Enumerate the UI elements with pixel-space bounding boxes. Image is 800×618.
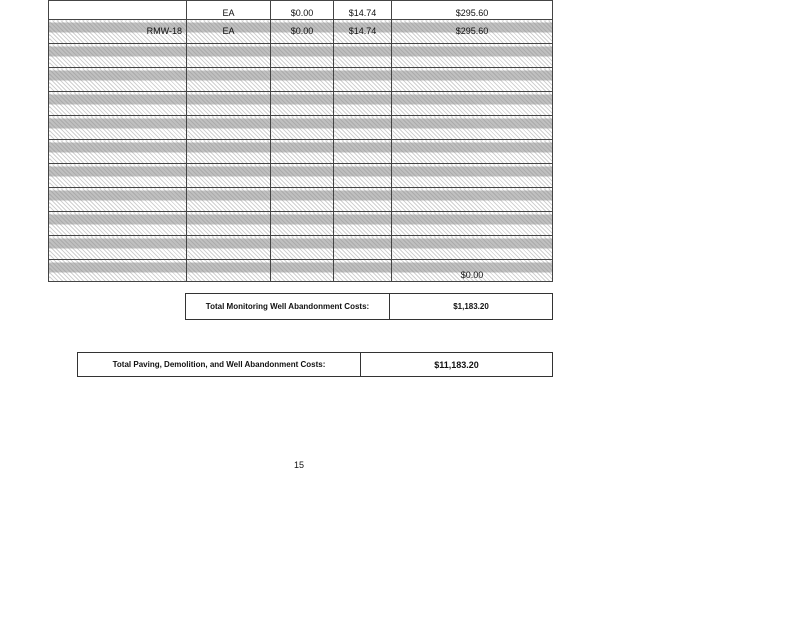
cell-unit-cost: $14.74 — [334, 20, 392, 44]
table-row — [49, 1, 553, 20]
cell-quantity-cost — [271, 212, 334, 236]
cell-total — [392, 140, 553, 164]
cell-unit — [187, 188, 271, 212]
cell-unit-cost — [334, 68, 392, 92]
cell-quantity-cost — [271, 164, 334, 188]
cell-unit — [187, 164, 271, 188]
cell-total — [392, 92, 553, 116]
cell-total — [392, 212, 553, 236]
well-abandonment-total-value: $1,183.20 — [453, 302, 489, 311]
cell-unit — [187, 44, 271, 68]
cell-unit: EA — [187, 20, 271, 44]
table-row — [49, 44, 553, 68]
cell-well-id — [49, 140, 187, 164]
cell-quantity-cost — [271, 188, 334, 212]
cost-table — [48, 0, 553, 282]
cell-well-id — [49, 260, 187, 282]
table-row — [49, 92, 553, 116]
cell-unit-cost — [334, 92, 392, 116]
table-row — [49, 236, 553, 260]
cell-total — [392, 68, 553, 92]
cell-well-id — [49, 116, 187, 140]
cell-unit — [187, 212, 271, 236]
cell-well-id — [49, 44, 187, 68]
grand-total-label: Total Paving, Demolition, and Well Abandonment Costs: — [78, 353, 361, 376]
cell-unit — [187, 236, 271, 260]
table-row — [49, 140, 553, 164]
cell-total — [392, 44, 553, 68]
well-abandonment-total-box — [185, 293, 553, 320]
cell-well-id — [49, 212, 187, 236]
cell-unit — [187, 92, 271, 116]
table-row — [49, 20, 553, 44]
cell-quantity-cost: $0.00 — [271, 1, 334, 20]
grand-total-value: $11,183.20 — [434, 359, 479, 370]
cell-well-id — [49, 92, 187, 116]
cell-quantity-cost: $0.00 — [271, 20, 334, 44]
cell-quantity-cost — [271, 68, 334, 92]
table-row — [49, 188, 553, 212]
cell-well-id — [49, 164, 187, 188]
cell-well-id — [49, 188, 187, 212]
cell-unit: EA — [187, 1, 271, 20]
cell-unit-cost — [334, 116, 392, 140]
cell-quantity-cost — [271, 236, 334, 260]
cell-unit-cost — [334, 212, 392, 236]
cell-total — [392, 188, 553, 212]
table-row — [49, 164, 553, 188]
cell-unit — [187, 116, 271, 140]
table-row — [49, 260, 553, 282]
cell-quantity-cost — [271, 44, 334, 68]
cell-unit-cost — [334, 164, 392, 188]
cell-unit-cost — [334, 260, 392, 282]
cell-unit-cost — [334, 188, 392, 212]
cell-well-id — [49, 1, 187, 20]
cell-total — [392, 164, 553, 188]
cell-unit — [187, 140, 271, 164]
cell-quantity-cost — [271, 92, 334, 116]
cell-quantity-cost — [271, 260, 334, 282]
grand-total-box — [77, 352, 553, 377]
cell-quantity-cost — [271, 116, 334, 140]
cell-total: $295.60 — [392, 20, 553, 44]
cell-well-id — [49, 236, 187, 260]
table-row — [49, 116, 553, 140]
cell-unit-cost — [334, 236, 392, 260]
cell-unit-cost — [334, 140, 392, 164]
cell-unit — [187, 260, 271, 282]
cell-unit — [187, 68, 271, 92]
cell-total: $0.00 — [392, 260, 553, 282]
well-abandonment-total-label: Total Monitoring Well Abandonment Costs: — [186, 294, 390, 319]
cell-unit-cost: $14.74 — [334, 1, 392, 20]
cell-unit-cost — [334, 44, 392, 68]
page-number: 15 — [294, 460, 305, 470]
table-row — [49, 212, 553, 236]
cell-quantity-cost — [271, 140, 334, 164]
cell-well-id — [49, 68, 187, 92]
table-row — [49, 68, 553, 92]
cell-total: $295.60 — [392, 1, 553, 20]
cell-well-id: RMW-18 — [49, 20, 187, 44]
cell-total — [392, 236, 553, 260]
cell-total — [392, 116, 553, 140]
